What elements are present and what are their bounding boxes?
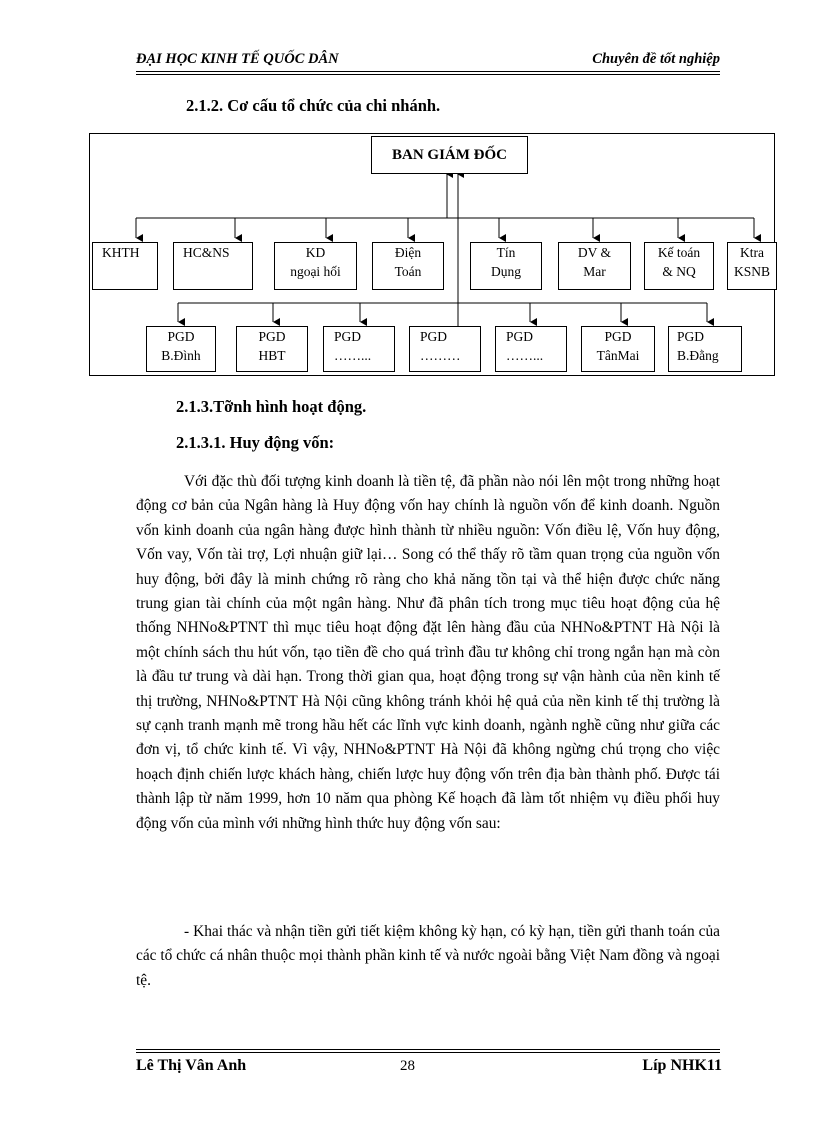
dept-box-ke-toan [644, 242, 714, 290]
branch-label: PGD [506, 329, 534, 344]
header-rule [136, 71, 720, 72]
dept-box-dv-mar [558, 242, 631, 290]
dept-box-tin-dung [470, 242, 542, 290]
dept-label: HC&NS [183, 245, 230, 260]
page-number: 28 [400, 1058, 415, 1074]
header-rule-2 [136, 74, 720, 75]
dept-label-2: ngoại hối [290, 264, 341, 279]
section-2131-title: 2.1.3.1. Huy động vốn: [176, 433, 335, 452]
board-label: BAN GIÁM ĐỐC [392, 147, 507, 163]
branch-label: PGD [604, 329, 632, 344]
branch-box-4 [409, 326, 481, 372]
dept-label: Ktra [740, 245, 764, 260]
branch-label-2: ……… [420, 348, 461, 363]
dept-label: Tín [496, 245, 516, 260]
footer-class: Líp NHK11 [642, 1057, 722, 1074]
dept-label-2: Toán [394, 264, 422, 279]
branch-label: PGD [258, 329, 286, 344]
body-paragraph-2: - Khai thác và nhận tiền gửi tiết kiệm không kỳ hạn, có kỳ hạn, tiền gửi thanh toán của các tổ chức cá nhân thuộc mọi thành phần kinh tế và nước ngoài bằng Việt Nam đồng và ngoại tệ. [136, 923, 720, 989]
dept-label: KHTH [102, 245, 140, 260]
dept-box-kd-ngoai-hoi [274, 242, 357, 290]
dept-label: Điện [394, 245, 422, 260]
branch-box-5 [495, 326, 567, 372]
header-right: Chuyên đề tốt nghiệp [592, 51, 720, 67]
branch-box-b-dang [668, 326, 742, 372]
dept-label-2: Mar [583, 264, 606, 279]
board-of-directors-box [371, 136, 528, 174]
dept-label-2: Dụng [491, 264, 521, 279]
branch-label-2: HBT [258, 348, 286, 363]
branch-box-b-dinh [146, 326, 216, 372]
dept-label: Kế toán [657, 245, 701, 260]
dept-box-hcns [173, 242, 253, 290]
header-left: ĐẠI HỌC KINH TẾ QUỐC DÂN [136, 51, 339, 67]
footer-author: Lê Thị Vân Anh [136, 1057, 247, 1074]
dept-label: DV & [577, 245, 612, 260]
branch-label-2: ……... [506, 348, 544, 363]
branch-label-2: B.Đằng [677, 348, 719, 363]
branch-label: PGD [420, 329, 448, 344]
dept-label: KD [305, 245, 326, 260]
dept-label-2: KSNB [733, 264, 770, 279]
dept-box-dien-toan [372, 242, 444, 290]
section-213-title: 2.1.3.Tỡnh hình hoạt động. [176, 397, 367, 416]
branch-label-2: ……... [334, 348, 372, 363]
branch-label-2: TânMai [596, 348, 640, 363]
body-paragraph: Với đặc thù đối tượng kinh doanh là tiền tệ, đã phần nào nói lên một trong những hoạt động cơ bản của Ngân hàng là Huy động vốn hay chính là nguồn vốn để kinh doanh. Nguồn vốn kinh doanh của ngân hàng được hình thành từ nhiều nguồn: Vốn điều lệ, Vốn huy động, Vốn vay, Vốn tài trợ, Lợi nhuận giữ lại… Song có thể thấy rõ tầm quan trọng của nguồn vốn huy động, bởi đây là minh chứng rõ ràng cho khả năng tồn tại và thể hiện được chức năng trung gian tài chính của một ngân hàng. Như đã phân tích trong mục tiêu hoạt động của hệ thống NHNo&PTNT thì mục tiêu hoạt động đặt lên hàng đầu của NHNo&PTNT Hà Nội là một chính sách thu hút vốn, tạo tiền đề cho quá trình đầu tư không chỉ trong ngắn hạn mà còn là đầu tư trung và dài hạn. Trong thời gian qua, hoạt động trong sự vận hành của nền kinh tế thị trường, NHNo&PTNT Hà Nội cũng không tránh khỏi hệ quả của nền kinh tế thị trường là sự cạnh tranh mạnh mẽ trong hầu hết các lĩnh vực kinh doanh, ngành nghề cũng như giữa các đơn vị, tổ chức kinh tế. Vì vậy, NHNo&PTNT Hà Nội đã không ngừng chú trọng cho việc hoạch định chiến lược khách hàng, chiến lược huy động vốn trên địa bàn thành phố. Được tái thành lập từ năm 1999, hơn 10 năm qua phòng Kế hoạch đã làm tốt nhiệm vụ điều phối huy động vốn của mình với những hình thức huy động vốn sau: [136, 473, 720, 832]
dept-box-ktra-ksnb [727, 242, 777, 290]
org-chart [89, 133, 775, 376]
branch-label-2: B.Đình [161, 348, 201, 363]
branch-label: PGD [167, 329, 195, 344]
dept-box-khth [92, 242, 158, 290]
footer-rule [136, 1049, 720, 1050]
dept-label-2: & NQ [662, 264, 696, 279]
branch-box-hbt [236, 326, 308, 372]
section-212-title: 2.1.2. Cơ cấu tổ chức của chi nhánh. [186, 96, 441, 115]
branch-label: PGD [334, 329, 362, 344]
branch-box-3 [323, 326, 395, 372]
footer-rule-2 [136, 1052, 720, 1053]
branch-label: PGD [677, 329, 705, 344]
branch-box-tan-mai [581, 326, 655, 372]
